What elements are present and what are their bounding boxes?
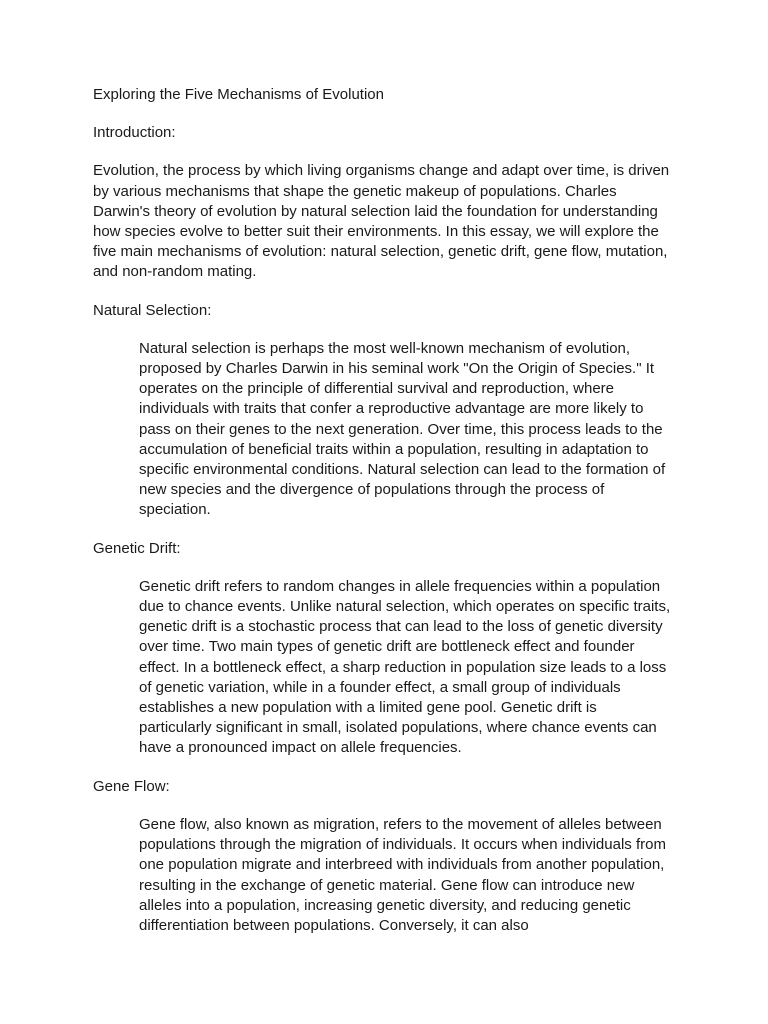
- document-page: [93, 85, 673, 936]
- document-title: Exploring the Five Mechanisms of Evolution: [93, 86, 384, 103]
- section-heading-gene-flow: Gene Flow:: [93, 777, 170, 795]
- section-heading-introduction: Introduction:: [93, 124, 176, 142]
- section-body-natural-selection: Natural selection is perhaps the most well-known mechanism of evolution, proposed by Charles Darwin in his seminal work "On the Origin of Species." It operates on the principle of differential survival and reproduction, where individuals with traits that confer a reproductive advantage are more likely to pass on their genes to the next generation. Over time, this process leads to the accumulation of beneficial traits within a population, resulting in adaptation to specific environmental conditions. Natural selection can lead to the formation of new species and the divergence of populations through the process of speciation.: [139, 339, 666, 519]
- section-heading-natural-selection: Natural Selection:: [93, 301, 212, 319]
- section-body-genetic-drift: Genetic drift refers to random changes in allele frequencies within a population due to chance events. Unlike natural selection, which operates on specific traits, genetic drift is a stochastic process that can lead to the loss of genetic diversity over time. Two main types of genetic drift are bottleneck effect and founder effect. In a bottleneck effect, a sharp reduction in population size leads to a loss of genetic variation, while in a founder effect, a small group of individuals establishes a new population with a limited gene pool. Genetic drift is particularly significant in small, isolated populations, where chance events can have a pronounced impact on allele frequencies.: [139, 577, 671, 757]
- section-body-gene-flow: Gene flow, also known as migration, refers to the movement of alleles between populations through the migration of individuals. It occurs when individuals from one population migrate and interbreed with individuals from another population, resulting in the exchange of genetic material. Gene flow can introduce new alleles into a population, increasing genetic diversity, and reducing genetic differentiation between populations. Conversely, it can also: [139, 815, 666, 934]
- section-body-introduction: Evolution, the process by which living organisms change and adapt over time, is driven by various mechanisms that shape the genetic makeup of populations. Charles Darwin's theory of evolution by natural selection laid the foundation for understanding how species evolve to better suit their environments. In this essay, we will explore the five main mechanisms of evolution: natural selection, genetic drift, gene flow, mutation, and non-random mating.: [93, 162, 670, 281]
- section-heading-genetic-drift: Genetic Drift:: [93, 539, 181, 557]
